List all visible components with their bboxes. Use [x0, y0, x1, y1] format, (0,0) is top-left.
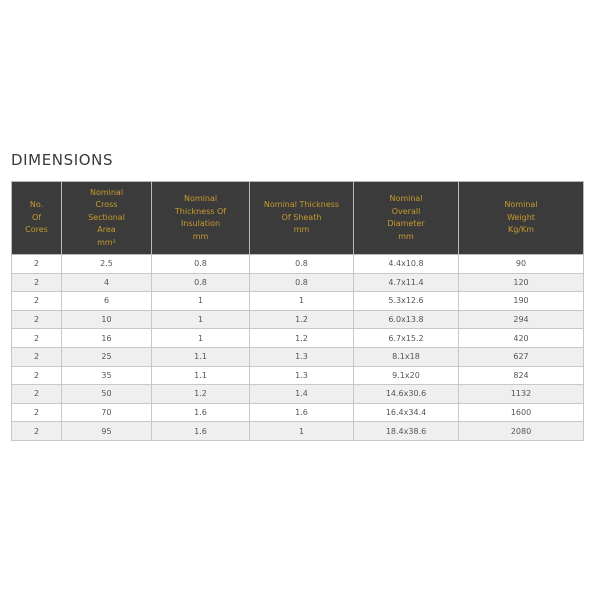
header-weight: Nominal Weight Kg/Km: [459, 182, 584, 255]
cell-sheath: 1.4: [250, 385, 354, 404]
cell-diameter: 18.4x38.6: [354, 422, 459, 441]
header-cores: No. Of Cores: [12, 182, 62, 255]
header-insulation: Nominal Thickness Of Insulation mm: [152, 182, 250, 255]
cell-weight: 294: [459, 310, 584, 329]
cell-cores: 2: [12, 366, 62, 385]
cell-weight: 1132: [459, 385, 584, 404]
cell-insulation: 1.1: [152, 347, 250, 366]
cell-cross-section: 4: [62, 273, 152, 292]
cell-diameter: 5.3x12.6: [354, 292, 459, 311]
cell-insulation: 1.6: [152, 403, 250, 422]
table-row: [12, 329, 584, 348]
cell-diameter: 6.0x13.8: [354, 310, 459, 329]
cell-diameter: 8.1x18: [354, 347, 459, 366]
cell-diameter: 9.1x20: [354, 366, 459, 385]
cell-weight: 190: [459, 292, 584, 311]
cell-sheath: 1.6: [250, 403, 354, 422]
cell-cores: 2: [12, 347, 62, 366]
cell-cores: 2: [12, 403, 62, 422]
table-row: [12, 403, 584, 422]
cell-insulation: 1.1: [152, 366, 250, 385]
cell-cores: 2: [12, 292, 62, 311]
cell-cross-section: 2.5: [62, 255, 152, 274]
cell-cores: 2: [12, 310, 62, 329]
table-row: [12, 273, 584, 292]
cell-insulation: 0.8: [152, 273, 250, 292]
table-row: [12, 292, 584, 311]
header-diameter: Nominal Overall Diameter mm: [354, 182, 459, 255]
cell-insulation: 1: [152, 310, 250, 329]
cell-insulation: 1: [152, 292, 250, 311]
cell-cores: 2: [12, 385, 62, 404]
table-row: [12, 255, 584, 274]
cell-weight: 420: [459, 329, 584, 348]
cell-diameter: 4.4x10.8: [354, 255, 459, 274]
cell-diameter: 4.7x11.4: [354, 273, 459, 292]
cell-cross-section: 50: [62, 385, 152, 404]
table-body: [12, 255, 584, 441]
table-row: [12, 422, 584, 441]
cell-cores: 2: [12, 422, 62, 441]
cell-cross-section: 95: [62, 422, 152, 441]
cell-weight: 90: [459, 255, 584, 274]
cell-insulation: 0.8: [152, 255, 250, 274]
cell-cross-section: 35: [62, 366, 152, 385]
cell-cores: 2: [12, 273, 62, 292]
header-cross-section: Nominal Cross Sectional Area mm²: [62, 182, 152, 255]
cell-cross-section: 6: [62, 292, 152, 311]
cell-sheath: 1: [250, 292, 354, 311]
header-sheath: Nominal Thickness Of Sheath mm: [250, 182, 354, 255]
cell-sheath: 0.8: [250, 273, 354, 292]
cell-cross-section: 25: [62, 347, 152, 366]
cell-insulation: 1.2: [152, 385, 250, 404]
cell-sheath: 1.3: [250, 366, 354, 385]
table-row: [12, 310, 584, 329]
cell-diameter: 6.7x15.2: [354, 329, 459, 348]
cell-sheath: 1.3: [250, 347, 354, 366]
dimensions-table: [11, 181, 584, 441]
cell-weight: 120: [459, 273, 584, 292]
cell-sheath: 1: [250, 422, 354, 441]
header-row: [12, 182, 584, 255]
cell-insulation: 1: [152, 329, 250, 348]
cell-cross-section: 16: [62, 329, 152, 348]
table-row: [12, 385, 584, 404]
cell-diameter: 14.6x30.6: [354, 385, 459, 404]
cell-weight: 627: [459, 347, 584, 366]
table-header: [12, 182, 584, 255]
cell-sheath: 1.2: [250, 329, 354, 348]
cell-sheath: 1.2: [250, 310, 354, 329]
cell-weight: 2080: [459, 422, 584, 441]
cell-insulation: 1.6: [152, 422, 250, 441]
page-title: DIMENSIONS: [11, 151, 114, 169]
cell-diameter: 16.4x34.4: [354, 403, 459, 422]
cell-cross-section: 70: [62, 403, 152, 422]
cell-cross-section: 10: [62, 310, 152, 329]
cell-weight: 824: [459, 366, 584, 385]
table-row: [12, 347, 584, 366]
cell-cores: 2: [12, 329, 62, 348]
cell-cores: 2: [12, 255, 62, 274]
cell-weight: 1600: [459, 403, 584, 422]
cell-sheath: 0.8: [250, 255, 354, 274]
table-row: [12, 366, 584, 385]
